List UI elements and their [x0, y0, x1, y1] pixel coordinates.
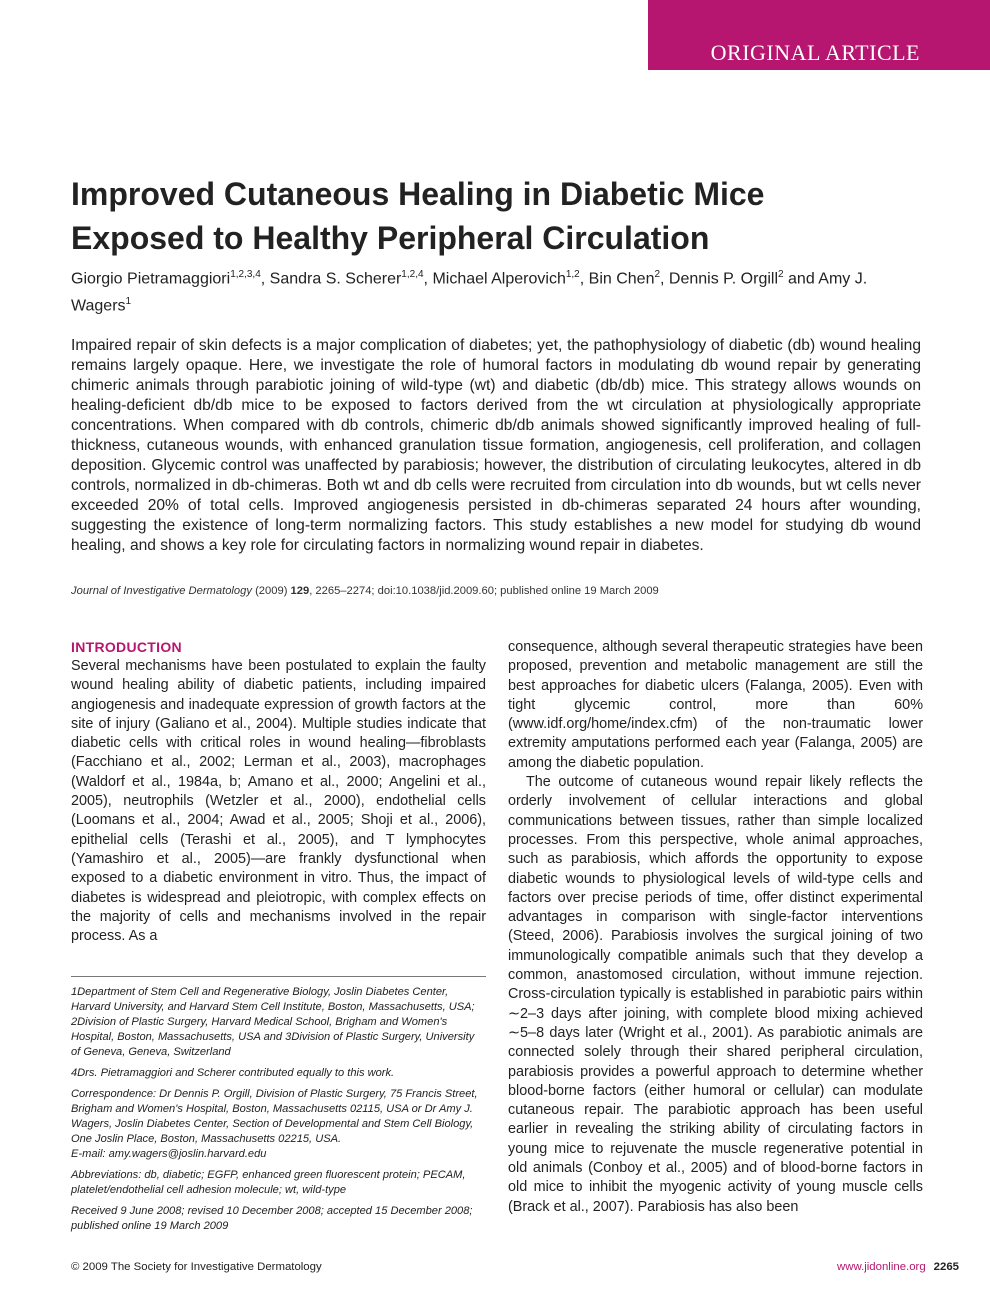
article-type-banner [648, 0, 990, 70]
author-affiliation: 1 [125, 296, 132, 308]
abstract: Impaired repair of skin defects is a major complication of diabetes; yet, the pathophysiology of diabetic (db) wound healing remains largely opaque. Here, we investigate the role of humoral factors in modulating db wound repair by generating chimeric animals through parabiotic joining of wild-type (wt) and diabetic (db/db) mice. This strategy allows wounds on healing-deficient db/db mice to be exposed to factors derived from the wt circulation at physiologically appropriate concentrations. When compared with db controls, chimeric db/db animals showed significantly improved healing of full-thickness, cutaneous wounds, with enhanced granulation tissue formation, angiogenesis, cell proliferation, and collagen deposition. Glycemic control was unaffected by parabiosis; however, the distribution of circulating leukocytes, altered in db controls, normalized in db-chimeras. Both wt and db cells were recruited from circulation into db wounds, but wt cells never exceeded 20% of total cells. Improved angiogenesis persisted in db-chimeras separated 24 hours after wounding, suggesting the existence of long-term normalizing factors. This study establishes a new model for studying db wound healing, and shows a key role for circulating factors in normalizing wound repair in diabetes. [71, 337, 921, 554]
author-affiliation: 2 [654, 269, 661, 280]
journal-url-link[interactable]: www.jidonline.org [837, 1261, 926, 1273]
footnotes [71, 985, 486, 1240]
title-line-1: Improved Cutaneous Healing in Diabetic Mice [71, 176, 765, 212]
footnote-divider [71, 976, 486, 977]
author-name: Bin Chen [588, 270, 655, 288]
author-name: Amy J. Wagers [71, 270, 868, 315]
citation-line [71, 585, 931, 597]
correspondence-note [71, 1087, 486, 1162]
email-text[interactable]: E-mail: amy.wagers@joslin.harvard.edu [71, 1148, 267, 1160]
right-paragraph-2: The outcome of cutaneous wound repair likely reflects the orderly involvement of cellular interactions and global communications between tissues, rather than simple localized processes. From this perspective, whole animal approaches, such as parabiosis, which affords the opportunity to expose diabetic wounds to physiological levels of wild-type cells and factors over precise periods of time, offer distinct experimental advantages in comparison with single-factor interventions (Steed, 2006). Parabiosis involves the surgical joining of two immunologically compatible animals such that they develop a common, anastomosed circulation, without immune rejection. Cross-circulation typically is established in parabiotic pairs within ∼2–3 days after joining, with complete blood mixing achieved ∼5–8 days later (Wright et al., 2001). As parabiotic animals are connected solely through their shared peripheral circulation, parabiosis provides a powerful approach to determine whether blood-borne factors (either humoral or cellular) can modulate cutaneous repair. The parabiotic approach has been useful earlier in revealing the striking ability of circulating factors in young mice to rejuvenate the muscle regenerative potential in old animals (Conboy et al., 2005) and of blood-borne factors in old mice to inhibit the myogenic activity of young muscle cells (Brack et al., 2007). Parabiosis has also been [508, 774, 923, 1215]
equal-contribution-note: 4Drs. Pietramaggiori and Scherer contributed equally to this work. [71, 1067, 395, 1079]
right-paragraph-1: consequence, although several therapeutic strategies have been proposed, prevention and metabolic management are still the best approaches for diabetic ulcers (Falanga, 2005). Even with tight glycemic control, more than 60% (www.idf.org/home/index.cfm) of the non-traumatic lower extremity amputations performed each year (Falanga, 2005) are among the diabetic population. [508, 639, 923, 771]
article-type-label: ORIGINAL ARTICLE [710, 40, 920, 65]
title-line-2: Exposed to Healthy Peripheral Circulation [71, 220, 710, 256]
correspondence-text: Correspondence: Dr Dennis P. Orgill, Division of Plastic Surgery, 75 Francis Street, Brigham and Women's Hospital, Boston, Massachusetts 02115, USA or Dr Amy J. Wagers, Joslin Diabetes Center, Section of Developmental and Stem Cell Biology, One Joslin Place, Boston, Massachusetts 02215, USA. [71, 1088, 478, 1145]
author-affiliation: 1,2,4 [401, 269, 424, 280]
page-number: 2265 [933, 1261, 959, 1273]
article-title [71, 172, 931, 260]
abbreviations-note: Abbreviations: db, diabetic; EGFP, enhanced green fluorescent protein; PECAM, platelet/endothelial cell adhesion molecule; wt, wild-type [71, 1169, 466, 1196]
citation-volume: 129 [290, 585, 310, 597]
right-column [508, 638, 923, 1217]
author-name: Michael Alperovich [432, 270, 566, 288]
author-affiliation: 2 [778, 269, 784, 280]
copyright-notice: © 2009 The Society for Investigative Dermatology [71, 1261, 322, 1273]
author-name: Giorgio Pietramaggiori [71, 270, 231, 288]
footer-right [837, 1261, 959, 1273]
citation-year: (2009) [255, 585, 288, 597]
author-affiliation: 1,2 [565, 269, 580, 280]
author-name: Sandra S. Scherer [269, 270, 402, 288]
journal-name: Journal of Investigative Dermatology [71, 585, 252, 597]
author-name: Dennis P. Orgill [668, 270, 779, 288]
citation-details: , 2265–2274; doi:10.1038/jid.2009.60; published online 19 March 2009 [309, 585, 659, 597]
introduction-paragraph: Several mechanisms have been postulated to explain the faulty wound healing ability of diabetic patients, including impaired angiogenesis and inadequate expression of growth factors at the site of injury (Galiano et al., 2004). Multiple studies indicate that diabetic cells with critical roles in wound healing—fibroblasts (Facchiano et al., 2002; Lerman et al., 2003), macrophages (Waldorf et al., 1984a, b; Amano et al., 2000; Angelini et al., 2005), neutrophils (Wetzler et al., 2000), endothelial cells (Loomans et al., 2004; Awad et al., 2005; Shoji et al., 2006), epithelial cells (Terashi et al., 2005), and T lymphocytes (Yamashiro et al., 2005)—are frankly dysfunctional when exposed to a diabetic environment in vitro. Thus, the impact of diabetes is widespread and pleiotropic, with complex effects on the majority of cells and mechanisms involved in the repair process. As a [71, 658, 486, 945]
author-list: Giorgio Pietramaggiori$^{1,2,3,4}$, Sandra S. Scherer$^{1,2,4}$, Michael Alperovich$^{1,2}$, Bin Chen$^2$, Dennis P. Orgill$^2$ and Amy J. Wagers$^1$ [71, 269, 868, 315]
received-note: Received 9 June 2008; revised 10 December 2008; accepted 15 December 2008; published online 19 March 2009 [71, 1205, 473, 1232]
author-affiliation: 1,2,3,4 [230, 269, 261, 280]
introduction-heading: INTRODUCTION [71, 639, 182, 655]
left-column [71, 638, 486, 946]
affiliations-note: 1Department of Stem Cell and Regenerative Biology, Joslin Diabetes Center, Harvard University, and Harvard Stem Cell Institute, Boston, Massachusetts, USA; 2Division of Plastic Surgery, Harvard Medical School, Brigham and Women's Hospital, Boston, Massachusetts, USA and 3Division of Plastic Surgery, University of Geneva, Geneva, Switzerland [71, 986, 475, 1058]
